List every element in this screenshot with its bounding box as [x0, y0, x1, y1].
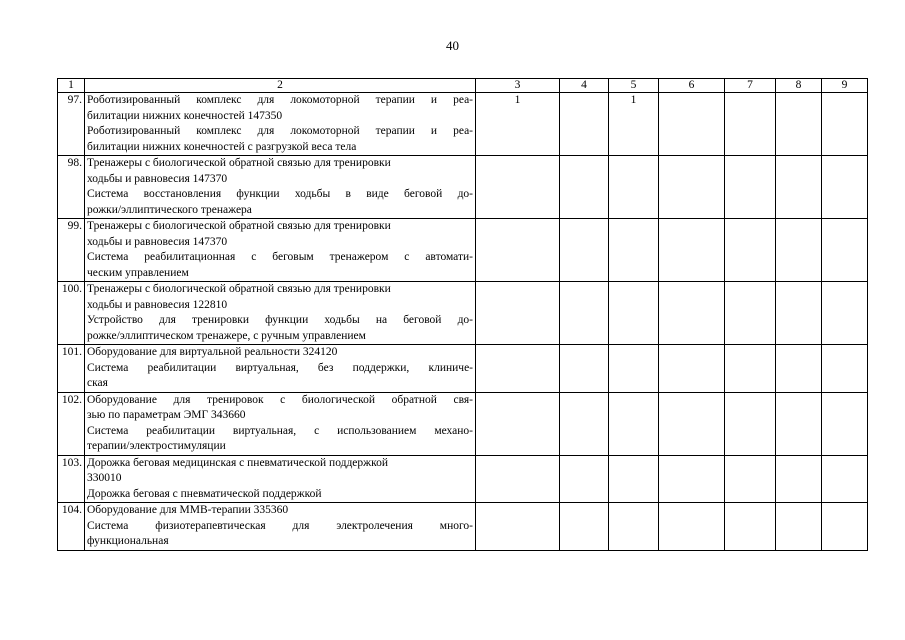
header-cell: 9: [822, 79, 868, 93]
equipment-name-line: билитации нижних конечностей с разгрузкой веса тела: [87, 140, 357, 153]
equipment-name-cell: [85, 345, 476, 393]
header-cell: 4: [560, 79, 609, 93]
equipment-name-cell: [85, 392, 476, 455]
value-cell-col-4: [560, 345, 609, 393]
value-cell-col-7: [725, 392, 776, 455]
equipment-name-line: билитации нижних конечностей 147350: [87, 109, 283, 122]
value-cell-col-5: 1: [609, 93, 659, 156]
value-cell-col-9: [822, 392, 868, 455]
equipment-name-line: Оборудование для ММВ-терапии 335360: [87, 504, 289, 516]
value-cell-col-5: [609, 156, 659, 219]
value-cell-col-5: [609, 282, 659, 345]
value-cell-col-8: [776, 345, 822, 393]
value-cell-col-6: [659, 503, 725, 551]
row-number: 102.: [58, 392, 85, 455]
value-cell-col-8: [776, 392, 822, 455]
value-cell-col-7: [725, 93, 776, 156]
equipment-name-line: ходьбы и равновесия 147370: [87, 172, 228, 185]
value-cell-col-5: [609, 503, 659, 551]
value-cell-col-4: [560, 93, 609, 156]
value-cell-col-3: [476, 345, 560, 393]
equipment-name-line: Система реабилитации виртуальная, с использованием механо-: [87, 424, 473, 437]
value-cell-col-3: [476, 503, 560, 551]
value-cell-col-4: [560, 219, 609, 282]
header-row: [58, 79, 868, 93]
value-cell-col-8: [776, 93, 822, 156]
value-cell-col-4: [560, 503, 609, 551]
table-row: [58, 156, 868, 219]
header-cell: 2: [85, 79, 476, 93]
equipment-name-cell: [85, 503, 476, 551]
header-cell: 7: [725, 79, 776, 93]
table-row: [58, 392, 868, 455]
equipment-name-cell: [85, 282, 476, 345]
value-cell-col-4: [560, 156, 609, 219]
value-cell-col-3: [476, 282, 560, 345]
value-cell-col-3: [476, 156, 560, 219]
equipment-name-line: Устройство для тренировки функции ходьбы на беговой до-: [87, 314, 473, 326]
header-cell: 6: [659, 79, 725, 93]
value-cell-col-6: [659, 93, 725, 156]
row-number: 98.: [58, 156, 85, 219]
value-cell-col-4: [560, 282, 609, 345]
equipment-name-line: Система реабилитационная с беговым тренажером с автомати-: [87, 251, 473, 263]
header-cell: 8: [776, 79, 822, 93]
value-cell-col-9: [822, 93, 868, 156]
equipment-name-line: ходьбы и равновесия 147370: [87, 235, 228, 248]
row-number: 104.: [58, 503, 85, 551]
value-cell-col-7: [725, 455, 776, 503]
value-cell-col-4: [560, 455, 609, 503]
row-number: 99.: [58, 219, 85, 282]
equipment-name-line: Оборудование для виртуальной реальности 324120: [87, 346, 338, 358]
value-cell-col-3: [476, 219, 560, 282]
value-cell-col-8: [776, 455, 822, 503]
equipment-name-cell: [85, 156, 476, 219]
equipment-name-line: рожке/эллиптическом тренажере, с ручным управлением: [87, 329, 366, 342]
equipment-name-line: ская: [87, 377, 108, 389]
header-cell: 5: [609, 79, 659, 93]
equipment-name-cell: [85, 455, 476, 503]
equipment-name-line: Дорожка беговая медицинская с пневматической поддержкой: [87, 456, 389, 469]
equipment-name-line: Оборудование для тренировок с биологической обратной свя-: [87, 393, 473, 406]
value-cell-col-7: [725, 219, 776, 282]
equipment-name-line: Роботизированный комплекс для локомоторной терапии и реа-: [87, 125, 473, 137]
value-cell-col-6: [659, 455, 725, 503]
value-cell-col-8: [776, 219, 822, 282]
value-cell-col-3: 1: [476, 93, 560, 156]
equipment-name-line: Тренажеры с биологической обратной связью для тренировки: [87, 283, 391, 295]
value-cell-col-4: [560, 392, 609, 455]
value-cell-col-9: [822, 219, 868, 282]
value-cell-col-7: [725, 345, 776, 393]
table-row: [58, 503, 868, 551]
value-cell-col-6: [659, 392, 725, 455]
equipment-name-line: зью по параметрам ЭМГ 343660: [87, 409, 246, 421]
value-cell-col-5: [609, 392, 659, 455]
table-row: [58, 455, 868, 503]
equipment-name-line: рожки/эллиптического тренажера: [87, 203, 252, 216]
value-cell-col-9: [822, 156, 868, 219]
equipment-name-line: ходьбы и равновесия 122810: [87, 298, 228, 311]
value-cell-col-6: [659, 282, 725, 345]
equipment-name-line: Система физиотерапевтическая для электролечения много-: [87, 519, 473, 532]
equipment-name-cell: [85, 219, 476, 282]
value-cell-col-7: [725, 503, 776, 551]
equipment-name-line: ческим управлением: [87, 266, 189, 279]
header-cell: 3: [476, 79, 560, 93]
value-cell-col-6: [659, 345, 725, 393]
equipment-name-line: Система восстановления функции ходьбы в виде беговой до-: [87, 188, 473, 200]
page-number: 40: [446, 38, 459, 53]
equipment-name-line: функциональная: [87, 535, 169, 547]
table-row: [58, 93, 868, 156]
value-cell-col-8: [776, 503, 822, 551]
equipment-name-line: 330010: [87, 472, 122, 484]
value-cell-col-9: [822, 503, 868, 551]
value-cell-col-6: [659, 156, 725, 219]
value-cell-col-8: [776, 156, 822, 219]
value-cell-col-8: [776, 282, 822, 345]
value-cell-col-9: [822, 282, 868, 345]
equipment-name-cell: [85, 93, 476, 156]
table-row: [58, 282, 868, 345]
value-cell-col-7: [725, 156, 776, 219]
value-cell-col-5: [609, 219, 659, 282]
equipment-name-line: Система реабилитации виртуальная, без поддержки, клиниче-: [87, 361, 473, 374]
equipment-name-line: Тренажеры с биологической обратной связью для тренировки: [87, 220, 391, 232]
value-cell-col-5: [609, 345, 659, 393]
table-row: [58, 219, 868, 282]
table-row: [58, 345, 868, 393]
equipment-name-line: терапии/электростимуляции: [87, 440, 226, 452]
equipment-name-line: Роботизированный комплекс для локомоторной терапии и реа-: [87, 94, 473, 106]
row-number: 100.: [58, 282, 85, 345]
value-cell-col-9: [822, 345, 868, 393]
value-cell-col-5: [609, 455, 659, 503]
value-cell-col-7: [725, 282, 776, 345]
header-cell: 1: [58, 79, 85, 93]
value-cell-col-3: [476, 392, 560, 455]
equipment-table: [57, 78, 868, 551]
value-cell-col-9: [822, 455, 868, 503]
value-cell-col-3: [476, 455, 560, 503]
row-number: 103.: [58, 455, 85, 503]
row-number: 97.: [58, 93, 85, 156]
value-cell-col-6: [659, 219, 725, 282]
equipment-name-line: Дорожка беговая с пневматической поддержкой: [87, 487, 322, 500]
row-number: 101.: [58, 345, 85, 393]
equipment-name-line: Тренажеры с биологической обратной связью для тренировки: [87, 157, 391, 169]
